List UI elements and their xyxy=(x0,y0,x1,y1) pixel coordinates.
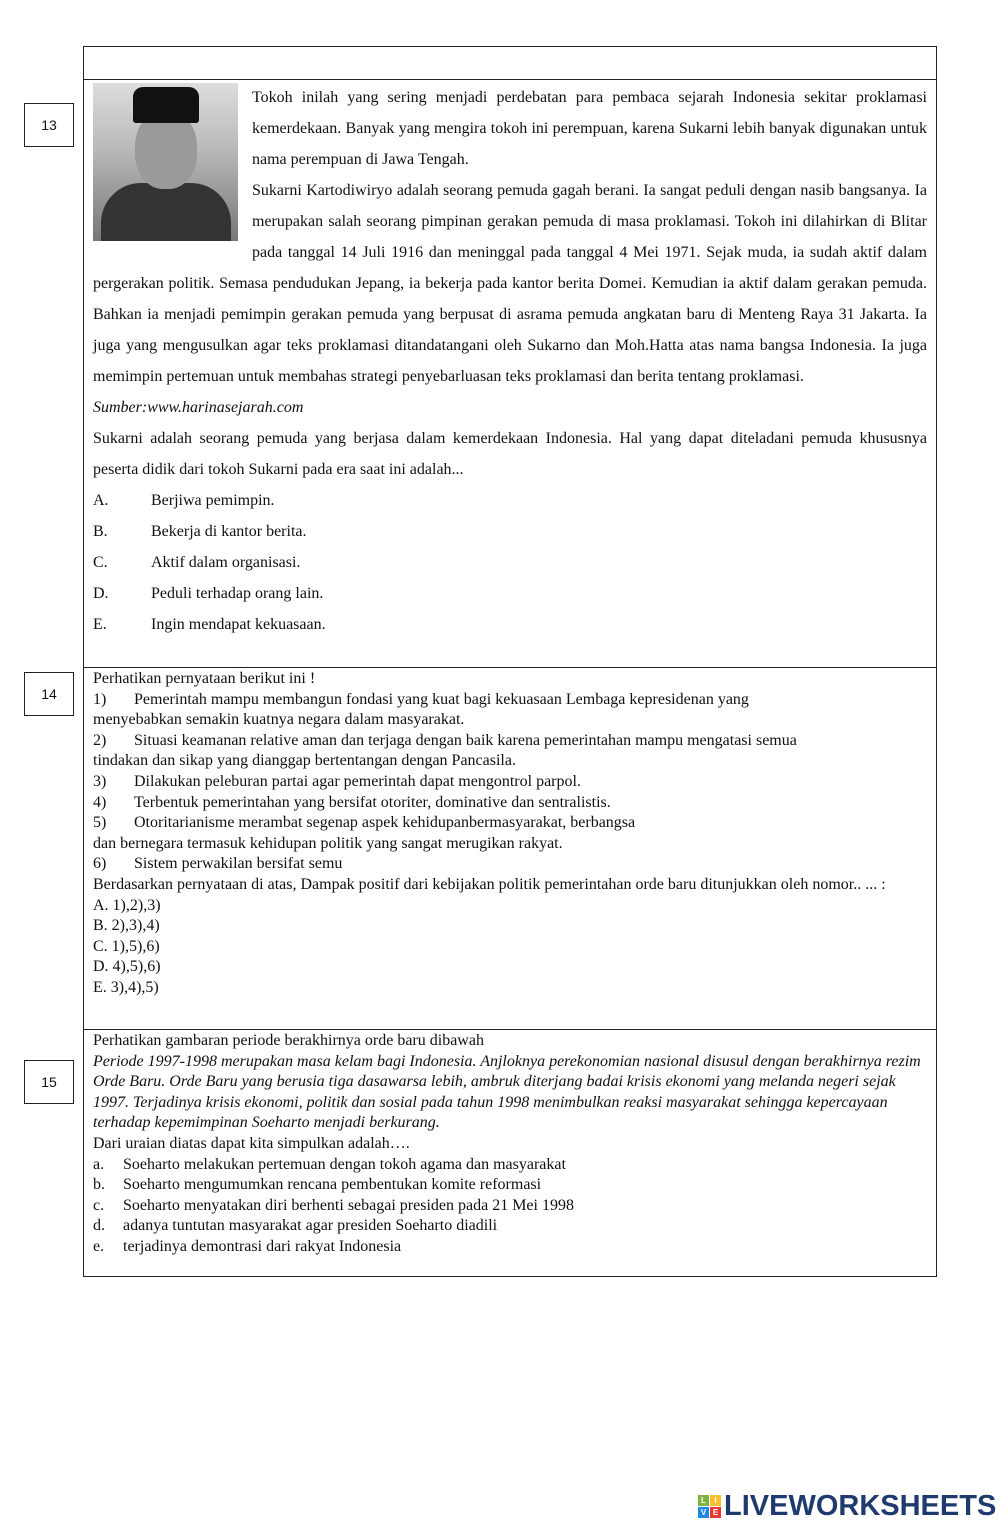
option-text[interactable]: Peduli terhadap orang lain. xyxy=(151,585,324,602)
q15-question: Dari uraian diatas dapat kita simpulkan adalah…. xyxy=(93,1134,410,1152)
question-number-14: 14 xyxy=(24,672,74,716)
q14-question: Berdasarkan pernyataan di atas, Dampak positif dari kebijakan politik pemerintahan orde baru ditunjukkan oleh nomor.. ... : xyxy=(93,875,886,893)
q13-option[interactable] xyxy=(93,485,927,516)
q14-statement xyxy=(93,793,927,814)
question-14 xyxy=(84,667,936,1029)
option-text[interactable]: Soeharto melakukan pertemuan dengan tokoh agama dan masyarakat xyxy=(123,1155,566,1173)
q15-option[interactable] xyxy=(93,1196,927,1217)
option-key[interactable]: b. xyxy=(93,1176,105,1194)
question-table xyxy=(83,46,937,1277)
option-text[interactable]: terjadinya demontrasi dari rakyat Indonesia xyxy=(123,1237,402,1255)
statement-text: Otoritarianisme merambat segenap aspek kehidupanbermasyarakat, berbangsa xyxy=(134,814,636,832)
q13-option[interactable] xyxy=(93,547,927,578)
q13-option[interactable] xyxy=(93,609,927,640)
q14-statement xyxy=(93,772,927,793)
q14-statement xyxy=(93,813,927,834)
logo-tiles-icon: L I V E xyxy=(698,1495,721,1518)
question-number-15: 15 xyxy=(24,1060,74,1104)
option-key[interactable]: a. xyxy=(93,1155,105,1173)
q13-source: Sumber:www.harinasejarah.com xyxy=(93,399,304,416)
q15-option[interactable] xyxy=(93,1237,927,1258)
option-key[interactable]: B. xyxy=(93,523,108,540)
q13-option[interactable] xyxy=(93,516,927,547)
statement-number: 3) xyxy=(93,772,107,790)
statement-continuation: tindakan dan sikap yang dianggap bertentangan dengan Pancasila. xyxy=(93,752,516,770)
option-text[interactable]: Soeharto menyatakan diri berhenti sebagai presiden pada 21 Mei 1998 xyxy=(123,1196,574,1214)
option-text[interactable]: Aktif dalam organisasi. xyxy=(151,554,301,571)
q15-option[interactable] xyxy=(93,1155,927,1176)
option-text[interactable]: Soeharto mengumumkan rencana pembentukan komite reformasi xyxy=(123,1176,542,1194)
q15-option[interactable] xyxy=(93,1175,927,1196)
q14-intro: Perhatikan pernyataan berikut ini ! xyxy=(93,670,316,687)
q14-statement xyxy=(93,854,927,875)
q14-statement xyxy=(93,731,927,752)
statement-continuation: menyebabkan semakin kuatnya negara dalam masyarakat. xyxy=(93,711,465,729)
option-key[interactable]: c. xyxy=(93,1196,105,1214)
sukarni-photo xyxy=(93,83,238,241)
statement-text: Terbentuk pemerintahan yang bersifat otoriter, dominative dan sentralistis. xyxy=(134,793,611,811)
statement-number: 2) xyxy=(93,731,107,749)
option-text[interactable]: adanya tuntutan masyarakat agar presiden Soeharto diadili xyxy=(123,1217,498,1235)
statement-text: Situasi keamanan relative aman dan terjaga dengan baik karena pemerintahan mampu mengatasi semua xyxy=(134,731,797,749)
q15-passage: Periode 1997-1998 merupakan masa kelam bagi Indonesia. Anjloknya perekonomian nasional disusul dengan berakhirnya rezim Orde Baru. Orde Baru yang berusia tiga dasawarsa lebih, ambruk diterjang badai krisis ekonomi yang melanda negeri sejak 1997. Terjadinya krisis ekonomi, politik dan sosial pada tahun 1998 menimbulkan reaksi masyarakat sehingga kepercayaan terhadap kepemimpinan Soeharto menjadi berkurang. xyxy=(93,1052,921,1132)
question-number-13: 13 xyxy=(24,103,74,147)
statement-number: 6) xyxy=(93,855,107,873)
statement-number: 5) xyxy=(93,814,107,832)
q13-option[interactable] xyxy=(93,578,927,609)
statement-text: Sistem perwakilan bersifat semu xyxy=(134,855,343,873)
q14-option[interactable]: C. 1),5),6) xyxy=(93,937,160,955)
q13-question: Sukarni adalah seorang pemuda yang berjasa dalam kemerdekaan Indonesia. Hal yang dapat diteladani pemuda khususnya peserta didik dari tokoh Sukarni pada era saat ini adalah... xyxy=(93,430,927,478)
q14-option[interactable]: D. 4),5),6) xyxy=(93,958,161,976)
q15-intro: Perhatikan gambaran periode berakhirnya orde baru dibawah xyxy=(93,1032,484,1049)
option-key[interactable]: E. xyxy=(93,616,107,633)
option-key[interactable]: d. xyxy=(93,1217,105,1235)
q14-option[interactable]: E. 3),4),5) xyxy=(93,978,159,996)
liveworksheets-logo: L I V E LIVEWORKSHEETS xyxy=(698,1490,996,1523)
option-key[interactable]: A. xyxy=(93,492,109,509)
q14-option[interactable]: A. 1),2),3) xyxy=(93,896,161,914)
question-13 xyxy=(84,79,936,667)
q14-option[interactable]: B. 2),3),4) xyxy=(93,917,160,935)
statement-text: Dilakukan peleburan partai agar pemerintah dapat mengontrol parpol. xyxy=(134,772,581,790)
option-key[interactable]: e. xyxy=(93,1237,105,1255)
option-key[interactable]: D. xyxy=(93,585,109,602)
statement-number: 1) xyxy=(93,690,107,708)
q13-intro-1: Tokoh inilah yang sering menjadi perdebatan para pembaca sejarah Indonesia sekitar proklamasi kemerdekaan. Banyak yang mengira tokoh ini perempuan, karena Sukarni lebih banyak digunakan untuk nama perempuan di Jawa Tengah. xyxy=(252,89,927,168)
question-15 xyxy=(84,1029,936,1276)
option-text[interactable]: Bekerja di kantor berita. xyxy=(151,523,307,540)
q15-option[interactable] xyxy=(93,1216,927,1237)
option-key[interactable]: C. xyxy=(93,554,108,571)
statement-number: 4) xyxy=(93,793,107,811)
q14-statement xyxy=(93,690,927,711)
statement-continuation: dan bernegara termasuk kehidupan politik yang sangat merugikan rakyat. xyxy=(93,834,563,852)
q13-intro-2: Sukarni Kartodiwiryo adalah seorang pemuda gagah berani. Ia sangat peduli dengan nasib bangsanya. Ia merupakan salah seorang pimpinan gerakan pemuda di masa proklamasi. Tokoh ini dilahirkan di Blitar pada tanggal 14 Juli 1916 dan meninggal pada tanggal 4 Mei 1971. Sejak muda, ia sudah aktif dalam pergerakan politik. Semasa pendudukan Jepang, ia bekerja pada kantor berita Domei. Kemudian ia aktif dalam gerakan pemuda. Bahkan ia menjadi pemimpin gerakan pemuda yang berpusat di asrama pemuda angkatan baru di Menteng Raya 31 Jakarta. Ia juga yang mengusulkan agar teks proklamasi ditandatangani oleh Sukarno dan Moh.Hatta atas nama bangsa Indonesia. Ia juga memimpin pertemuan untuk membahas strategi penyebarluasan teks proklamasi dan berita tentang proklamasi. xyxy=(93,182,927,385)
option-text[interactable]: Ingin mendapat kekuasaan. xyxy=(151,616,326,633)
statement-text: Pemerintah mampu membangun fondasi yang kuat bagi kekuasaan Lembaga kepresidenan yang xyxy=(134,690,749,708)
option-text[interactable]: Berjiwa pemimpin. xyxy=(151,492,275,509)
